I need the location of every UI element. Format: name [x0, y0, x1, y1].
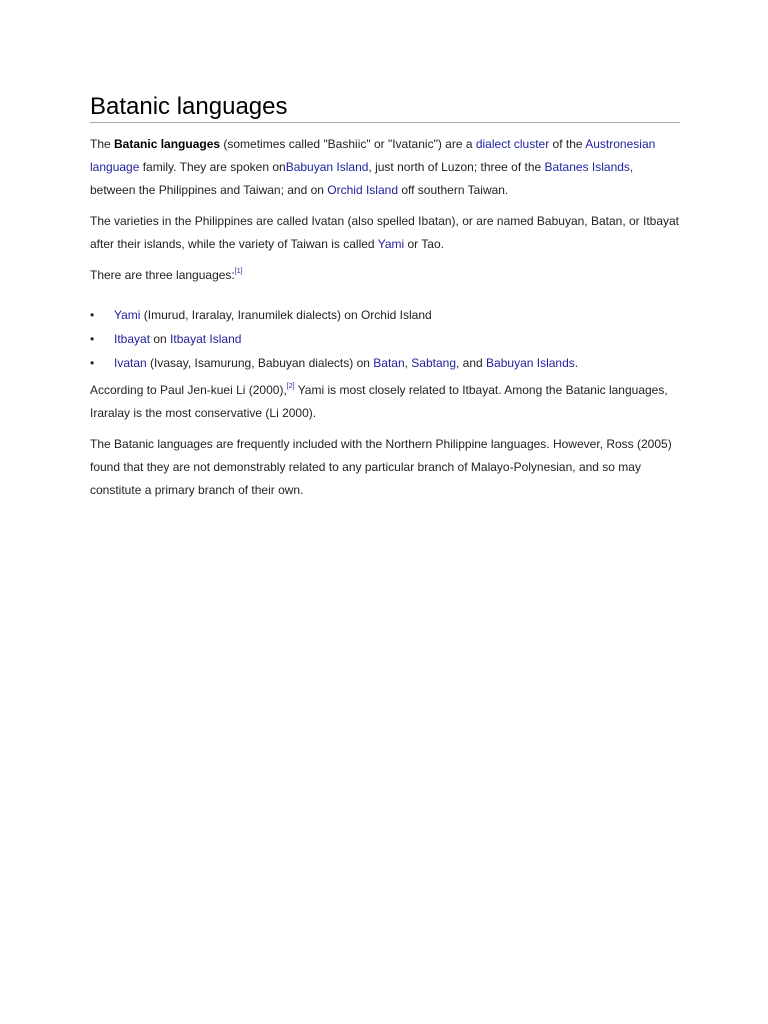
page-title: Batanic languages: [90, 92, 680, 123]
intro-text-5: , just north of Luzon; three of the: [368, 160, 545, 174]
list-separator: ,: [404, 356, 412, 370]
reference-link-2[interactable]: [2]: [286, 383, 295, 390]
list-item-text: on: [150, 332, 171, 346]
intro-paragraph: [90, 133, 680, 202]
intro-text-6: , between the Philippines and Taiwan; and on: [90, 160, 634, 197]
intro-bold-term: Batanic languages: [114, 137, 221, 151]
varieties-text-2: or Tao.: [404, 237, 444, 251]
link-yami[interactable]: Yami: [377, 237, 405, 251]
list-item-text: (Ivasay, Isamurung, Babuyan dialects) on: [146, 356, 374, 370]
three-languages-paragraph: [90, 264, 680, 287]
link-itbayat[interactable]: Itbayat: [114, 332, 151, 346]
link-orchid-island[interactable]: Orchid Island: [327, 183, 398, 197]
list-item-text: (Imurud, Iraralay, Iranumilek dialects) on Orchid Island: [140, 308, 432, 322]
link-yami-list[interactable]: Yami: [114, 308, 141, 322]
link-itbayat-island[interactable]: Itbayat Island: [170, 332, 242, 346]
bullet-marker: •: [90, 332, 95, 346]
languages-list: [90, 307, 680, 371]
intro-text-2: (sometimes called "Bashiic" or "Ivatanic") are a: [220, 137, 476, 151]
bullet-marker: •: [90, 356, 95, 370]
three-languages-text: There are three languages:: [90, 268, 235, 282]
link-batan[interactable]: Batan: [373, 356, 405, 370]
list-item: [90, 355, 680, 371]
link-babuyan-islands[interactable]: Babuyan Islands: [486, 356, 575, 370]
list-item: [90, 307, 680, 323]
intro-text-3: of the: [549, 137, 586, 151]
list-separator: , and: [456, 356, 487, 370]
list-item: [90, 331, 680, 347]
link-sabtang[interactable]: Sabtang: [411, 356, 457, 370]
link-ivatan[interactable]: Ivatan: [114, 356, 147, 370]
according-text-2: Yami is most closely related to Itbayat. Among the Batanic languages, Iraralay is the most conservative (Li 2000).: [90, 383, 668, 420]
according-paragraph: [90, 379, 680, 425]
list-item-end: .: [574, 356, 579, 370]
link-batanes-islands[interactable]: Batanes Islands: [544, 160, 630, 174]
varieties-paragraph: [90, 210, 680, 256]
link-dialect-cluster[interactable]: dialect cluster: [475, 137, 550, 151]
intro-text-7: off southern Taiwan.: [398, 183, 509, 197]
article: [90, 92, 680, 502]
bullet-marker: •: [90, 308, 95, 322]
link-austronesian-language[interactable]: Austronesian language: [90, 137, 656, 174]
intro-text-1: The: [90, 137, 115, 151]
reference-link-1[interactable]: [1]: [234, 268, 243, 275]
intro-text-4: family. They are spoken on: [139, 160, 286, 174]
ross-paragraph: The Batanic languages are frequently included with the Northern Philippine languages. However, Ross (2005) found that they are not demonstrably related to any particular branch of Malayo-Polynesian, and so may constitute a primary branch of their own.: [90, 437, 672, 497]
according-text-1: According to Paul Jen-kuei Li (2000),: [90, 383, 287, 397]
link-babuyan-island[interactable]: Babuyan Island: [285, 160, 369, 174]
varieties-text-1: The varieties in the Philippines are called Ivatan (also spelled Ibatan), or are named Babuyan, Batan, or Itbayat after their islands, while the variety of Taiwan is called: [90, 214, 680, 251]
